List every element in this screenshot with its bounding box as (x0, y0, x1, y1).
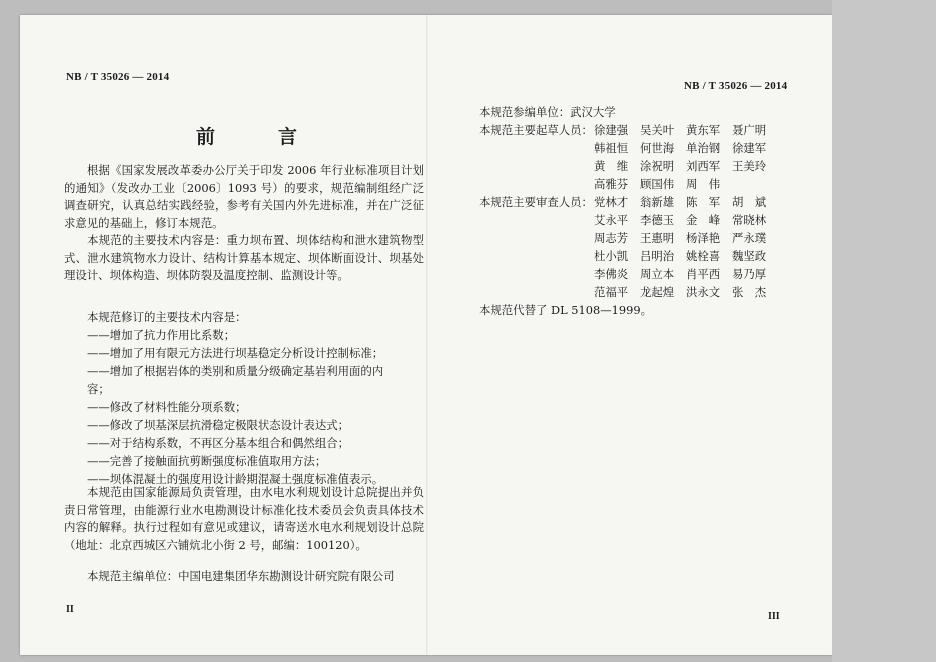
revision-item-5: ——修改了坝基深层抗滑稳定极限状态设计表达式； (87, 418, 349, 432)
revision-item-8: ——坝体混凝土的强度用设计龄期混凝土强度标准值表示。 (87, 472, 384, 486)
reviewer-name: 艾永平 (594, 213, 629, 227)
drafter-name: 韩祖恒 (594, 141, 629, 155)
reviewer-name: 翁新雄 (640, 195, 675, 209)
revision-item-2: ——增加了用有限元方法进行坝基稳定分析设计控制标准； (87, 346, 384, 360)
reviewer-name: 魏坚政 (732, 249, 767, 263)
drafter-name (732, 175, 778, 193)
drafter-name: 黄 维 (594, 159, 629, 173)
drafter-name: 单治钢 (686, 141, 721, 155)
revision-item-7: ——完善了接触面抗剪断强度标准值取用方法； (87, 454, 327, 468)
reviewer-name: 张 杰 (732, 285, 767, 299)
drafter-name: 黄东军 (686, 123, 721, 137)
reviewer-name: 王惠明 (640, 231, 675, 245)
header-standard-code-left: NB / T 35026 — 2014 (66, 71, 170, 83)
replacement-note: 本规范代替了 DL 5108—1999。 (479, 303, 653, 317)
drafter-name: 高雅芬 (594, 177, 629, 191)
drafters-list (594, 121, 778, 193)
reviewers-row (594, 247, 778, 265)
reviewer-name: 金 峰 (686, 213, 721, 227)
drafter-name: 刘西军 (686, 159, 721, 173)
drafters-row (594, 121, 778, 139)
page-number-left: II (66, 604, 74, 615)
revision-item-6: ——对于结构系数，不再区分基本组合和偶然组合； (87, 436, 349, 450)
drafters-row (594, 139, 778, 157)
reviewer-name: 常晓林 (732, 213, 767, 227)
reviewer-name: 党林才 (594, 195, 629, 209)
reviewer-name: 龙起煌 (640, 285, 675, 299)
reviewers-list (594, 193, 778, 301)
intro-paragraph: 根据《国家发展改革委办公厅关于印发 2006 年行业标准项目计划的通知》（发改办工业〔2006〕1093 号）的要求，规范编制组经广泛调查研究，认真总结实践经验，参考有关国内外先进标准，并在广泛征求意见的基础上，修订本规范。 (64, 163, 424, 230)
reviewer-name: 李德玉 (640, 213, 675, 227)
reviewer-name: 杜小凯 (594, 249, 629, 263)
participating-unit: 本规范参编单位：武汉大学 (479, 105, 616, 119)
reviewers-row (594, 283, 778, 301)
drafters-row (594, 175, 778, 193)
drafter-name: 聂广明 (732, 123, 767, 137)
drafter-name: 涂祝明 (640, 159, 675, 173)
reviewer-name: 范福平 (594, 285, 629, 299)
reviewer-name: 吕明治 (640, 249, 675, 263)
scan-edge (832, 0, 936, 662)
header-standard-code-right: NB / T 35026 — 2014 (684, 80, 788, 92)
main-content-paragraph: 本规范的主要技术内容是：重力坝布置、坝体结构和泄水建筑物型式、泄水建筑物水力设计、结构计算基本规定、坝体断面设计、坝基处理设计、坝体构造、坝体防裂及温度控制、监测设计等。 (64, 233, 424, 282)
drafter-name: 王美玲 (732, 159, 767, 173)
page-number-right: III (768, 611, 780, 622)
drafter-name: 顾国伟 (640, 177, 675, 191)
drafter-name: 周 伟 (686, 177, 721, 191)
reviewers-row (594, 211, 778, 229)
drafters-label: 本规范主要起草人员： (479, 123, 593, 137)
management-paragraph: 本规范由国家能源局负责管理，由水电水利规划设计总院提出并负责日常管理，由能源行业水电勘测设计标准化技术委员会负责具体技术内容的解释。执行过程如有意见或建议，请寄送水电水利规划设计总院（地址：北京西城区六铺炕北小街 2 号，邮编：100120）。 (64, 485, 424, 552)
revision-item-4: ——修改了材料性能分项系数； (87, 400, 247, 414)
reviewer-name: 姚栓喜 (686, 249, 721, 263)
revision-item-3: ——增加了根据岩体的类别和质量分级确定基岩利用面的内容； (87, 364, 384, 396)
reviewer-name: 胡 斌 (732, 195, 767, 209)
reviewer-name: 肖平西 (686, 267, 721, 281)
reviewers-row (594, 265, 778, 283)
drafter-name: 徐建强 (594, 123, 629, 137)
reviewer-name: 严永璞 (732, 231, 767, 245)
reviewer-name: 杨泽艳 (686, 231, 721, 245)
page-title: 前 言 (196, 126, 320, 148)
reviewers-label: 本规范主要审查人员： (479, 195, 593, 209)
chief-editor-unit: 本规范主编单位：中国电建集团华东勘测设计研究院有限公司 (87, 569, 395, 583)
reviewers-row (594, 193, 778, 211)
revision-intro: 本规范修订的主要技术内容是： (87, 310, 247, 324)
drafter-name: 何世海 (640, 141, 675, 155)
drafters-row (594, 157, 778, 175)
reviewers-row (594, 229, 778, 247)
reviewer-name: 洪永文 (686, 285, 721, 299)
drafter-name: 吴关叶 (640, 123, 675, 137)
reviewer-name: 陈 军 (686, 195, 721, 209)
reviewer-name: 周立本 (640, 267, 675, 281)
reviewer-name: 易乃厚 (732, 267, 767, 281)
drafter-name: 徐建军 (732, 141, 767, 155)
book-spine (426, 15, 428, 655)
revision-item-1: ——增加了抗力作用比系数； (87, 328, 236, 342)
reviewer-name: 李佛炎 (594, 267, 629, 281)
reviewer-name: 周志芳 (594, 231, 629, 245)
